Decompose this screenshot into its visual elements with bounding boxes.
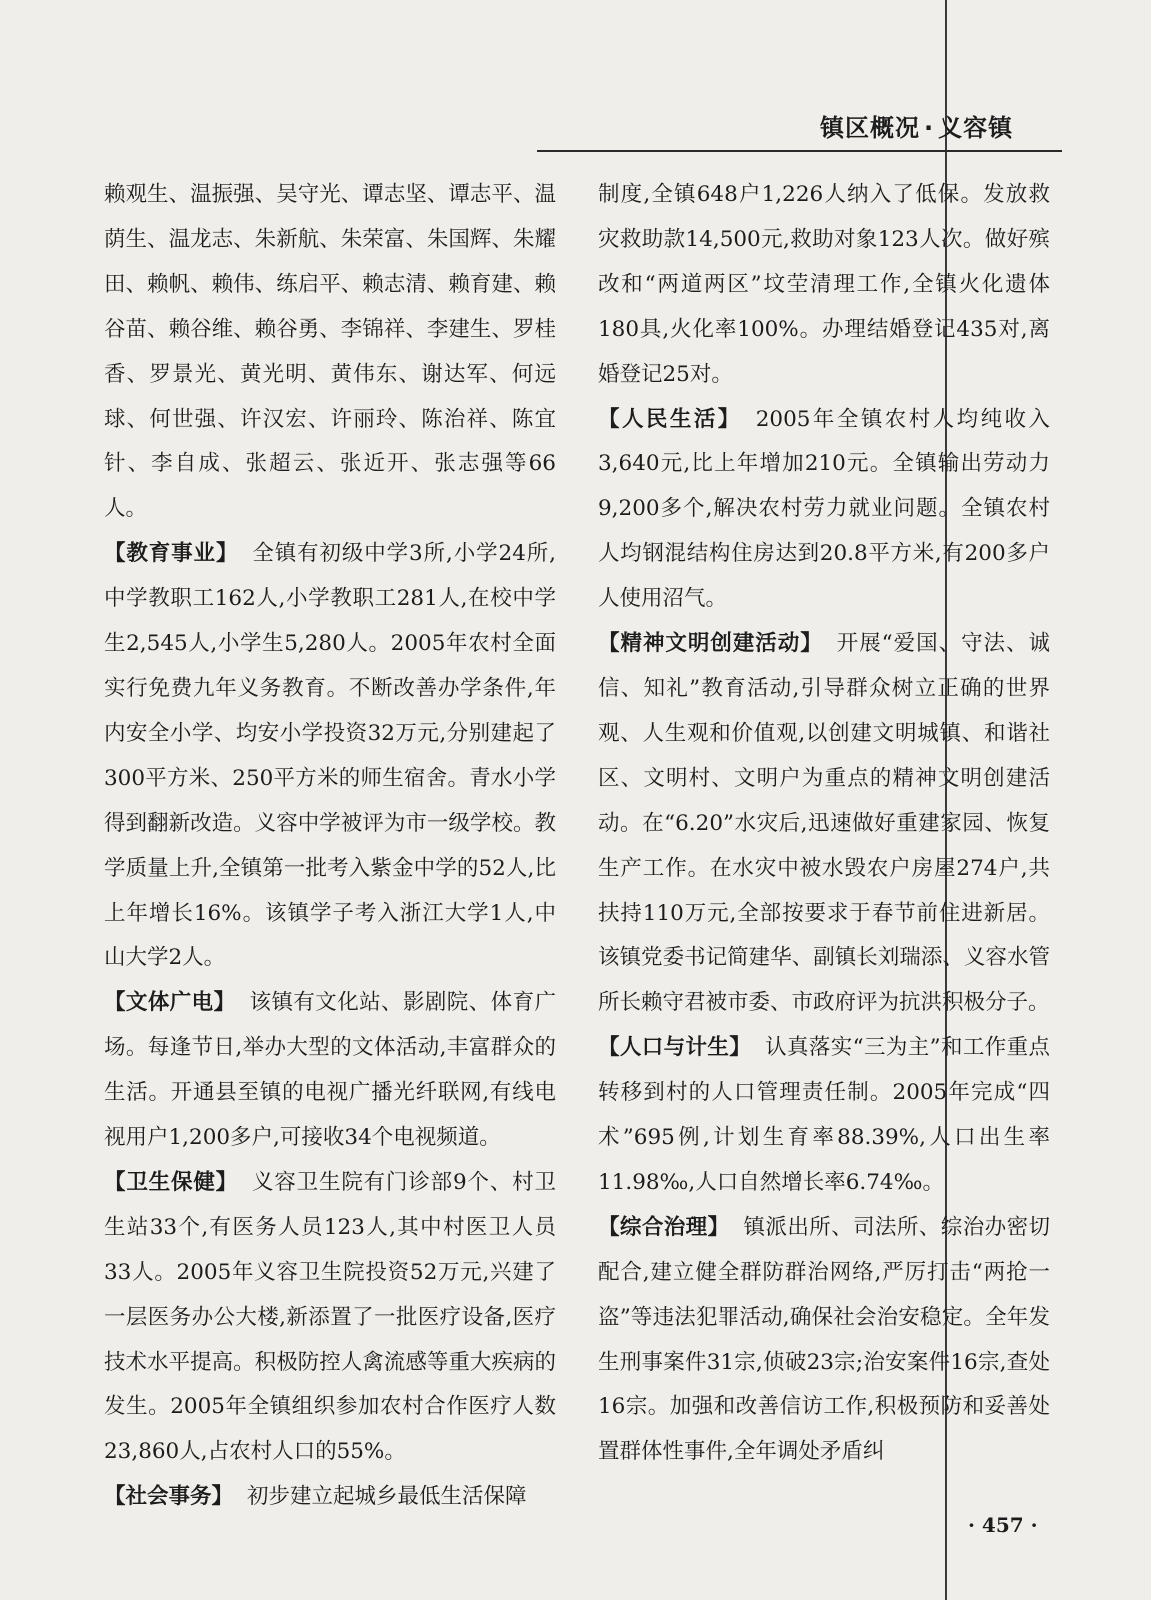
section-heading: 【文体广电】	[104, 990, 236, 1016]
paragraph-text: 镇派出所、司法所、综治办密切配合,建立健全群防群治网络,严厉打击“两抢一盗”等违法犯罪活动,确保社会治安稳定。全年发生刑事案件31宗,侦破23宗;治安案件16宗,查处16宗。加强和改善信访工作,积极预防和妥善处置群体性事件,全年调处矛盾纠	[598, 1214, 1050, 1465]
paragraph-names-continued	[104, 173, 556, 532]
paragraph-text: 该镇有文化站、影剧院、体育广场。每逢节日,举办大型的文体活动,丰富群众的生活。开通县至镇的电视广播光纤联网,有线电视用户1,200多户,可接收34个电视频道。	[104, 990, 556, 1151]
paragraph-civilization	[598, 622, 1050, 1026]
left-column	[104, 173, 556, 1520]
paragraph-text: 2005年全镇农村人均纯收入3,640元,比上年增加210元。全镇输出劳动力9,200多个,解决农村劳力就业问题。全镇农村人均钢混结构住房达到20.8平方米,有200多户人使用沼气。	[598, 406, 1050, 612]
section-heading: 【综合治理】	[598, 1214, 730, 1240]
section-heading: 【人口与计生】	[598, 1035, 752, 1061]
running-header	[820, 108, 1013, 143]
paragraph-culture-sports	[104, 981, 556, 1161]
paragraph-text: 初步建立起城乡最低生活保障	[247, 1484, 527, 1510]
paragraph-social-affairs-continued	[598, 173, 1050, 398]
paragraph-text: 全镇有初级中学3所,小学24所,中学教职工162人,小学教职工281人,在校中学生2,545人,小学生5,280人。2005年农村全面实行免费九年义务教育。不断改善办学条件,年内安全小学、均安小学投资32万元,分别建起了300平方米、250平方米的师生宿舍。青水小学得到翻新改造。义容中学被评为市一级学校。教学质量上升,全镇第一批考入紫金中学的52人,比上年增长16%。该镇学子考入浙江大学1人,中山大学2人。	[104, 541, 556, 971]
paragraph-livelihood	[598, 398, 1050, 623]
header-section: 镇区概况	[820, 114, 920, 142]
section-heading: 【人民生活】	[598, 406, 742, 432]
page-number: · 457 ·	[968, 1513, 1038, 1537]
paragraph-health	[104, 1161, 556, 1475]
right-column	[598, 173, 1050, 1475]
header-rule	[537, 150, 1062, 152]
section-heading: 【社会事务】	[104, 1484, 234, 1510]
header-separator: ·	[924, 114, 935, 142]
paragraph-public-security	[598, 1206, 1050, 1475]
paragraph-education	[104, 532, 556, 981]
header-town: 义容镇	[938, 114, 1014, 142]
section-heading: 【教育事业】	[104, 541, 239, 567]
paragraph-text: 义容卫生院有门诊部9个、村卫生站33个,有医务人员123人,其中村医卫人员33人。2005年义容卫生院投资52万元,兴建了一层医务办公大楼,新添置了一批医疗设备,医疗技术水平提高。积极防控人禽流感等重大疾病的发生。2005年全镇组织参加农村合作医疗人数23,860人,占农村人口的55%。	[104, 1169, 556, 1465]
paragraph-population	[598, 1026, 1050, 1206]
paragraph-text: 开展“爱国、守法、诚信、知礼”教育活动,引导群众树立正确的世界观、人生观和价值观,以创建文明城镇、和谐社区、文明村、文明户为重点的精神文明创建活动。在“6.20”水灾后,迅速做好重建家园、恢复生产工作。在水灾中被水毁农户房屋274户,共扶持110万元,全部按要求于春节前住进新居。该镇党委书记简建华、副镇长刘瑞添、义容水管所长赖守君被市委、市政府评为抗洪积极分子。	[598, 631, 1050, 1016]
paragraph-text: 制度,全镇648户1,226人纳入了低保。发放救灾救助款14,500元,救助对象123人次。做好殡改和“两道两区”坟茔清理工作,全镇火化遗体180具,火化率100%。办理结婚登记435对,离婚登记25对。	[598, 182, 1050, 387]
section-heading: 【精神文明创建活动】	[598, 631, 823, 657]
section-heading: 【卫生保健】	[104, 1169, 238, 1195]
paragraph-text: 赖观生、温振强、吴守光、谭志坚、谭志平、温荫生、温龙志、朱新航、朱荣富、朱国辉、朱耀田、赖帆、赖伟、练启平、赖志清、赖育建、赖谷苗、赖谷维、赖谷勇、李锦祥、李建生、罗桂香、罗景光、黄光明、黄伟东、谢达军、何远球、何世强、许汉宏、许丽玲、陈治祥、陈宜针、李自成、张超云、张近开、张志强等66人。	[104, 182, 556, 522]
paragraph-text: 认真落实“三为主”和工作重点转移到村的人口管理责任制。2005年完成“四术”695例,计划生育率88.39%,人口出生率11.98‰,人口自然增长率6.74‰。	[598, 1035, 1050, 1195]
paragraph-social-affairs	[104, 1475, 556, 1520]
